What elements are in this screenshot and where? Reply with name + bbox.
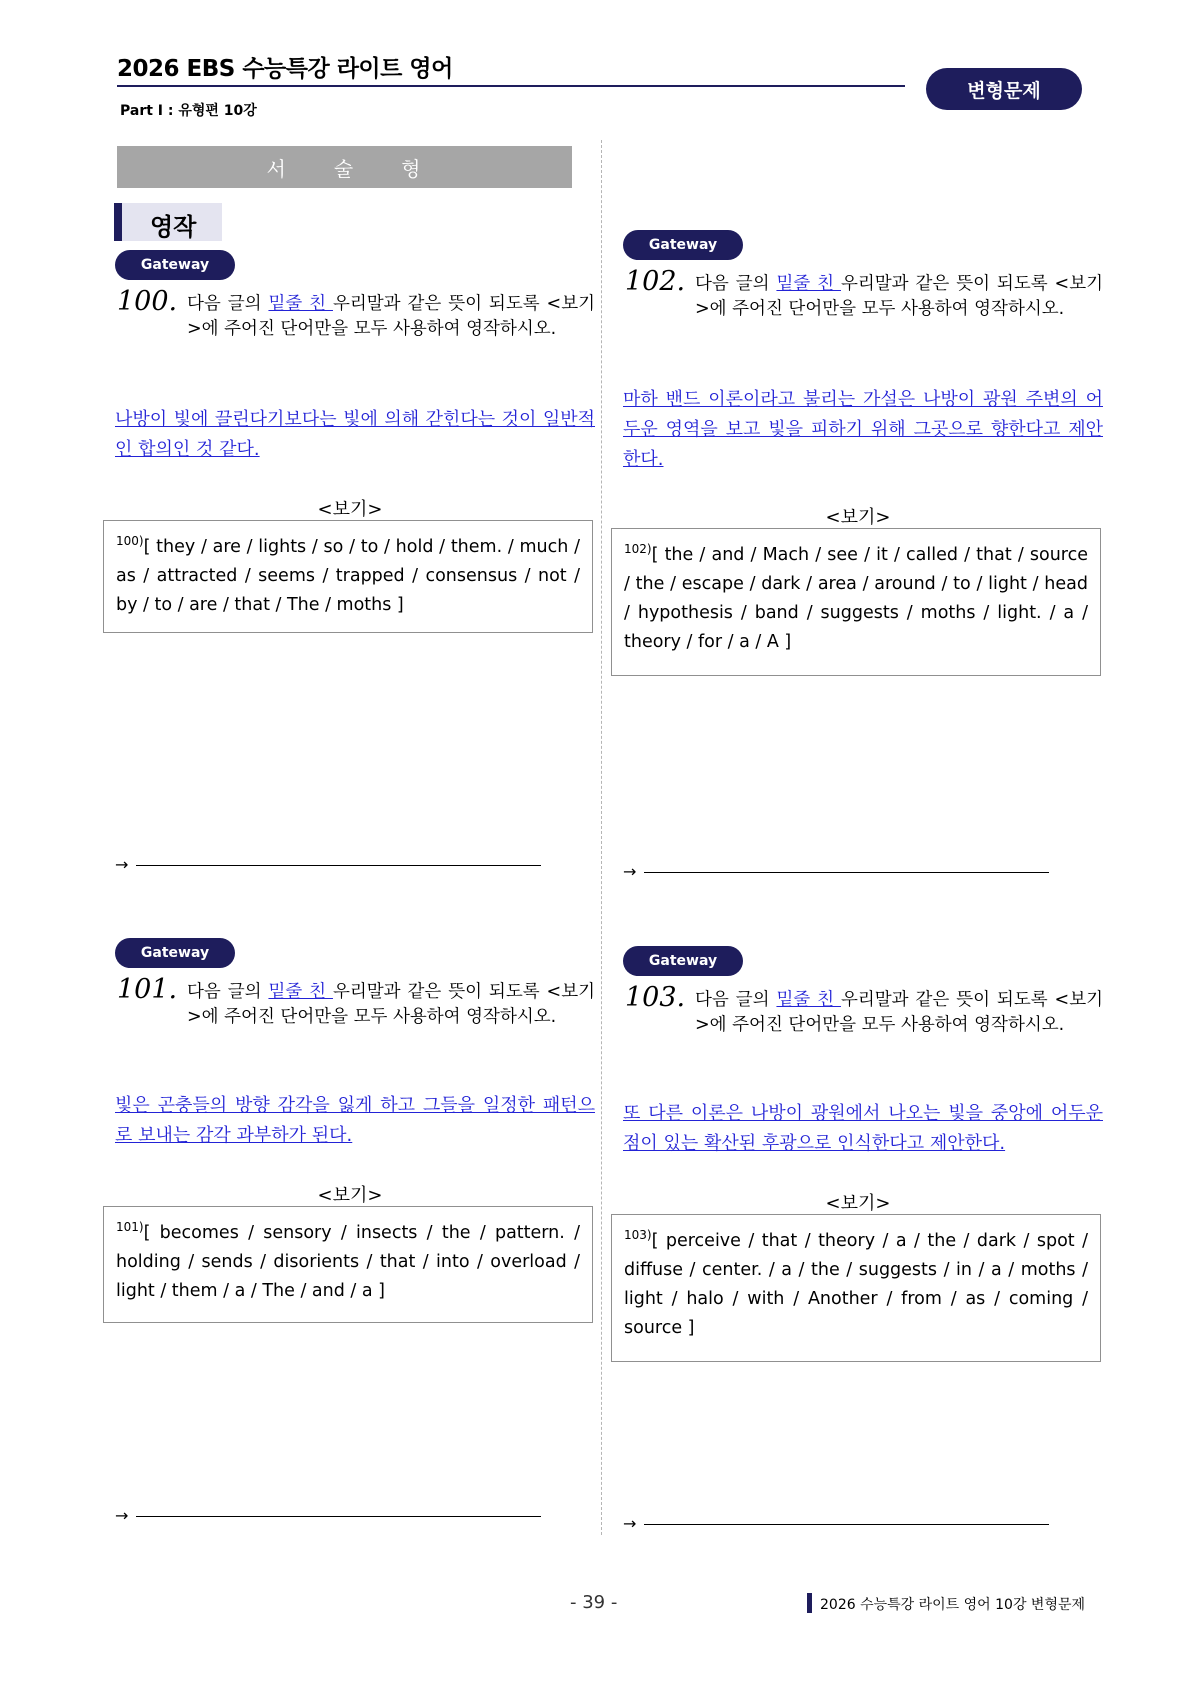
word-list: [ perceive / that / theory / a / the / dark / spot / diffuse / center. / a / the / suggests / in / a / moths / light / halo / with / Another / from / as / coming / source ] <box>624 1230 1088 1338</box>
word-list: [ becomes / sensory / insects / the / pattern. / holding / sends / disorients / that / into / overload / light / them / a / The / and / a ] <box>116 1222 580 1301</box>
section-bar <box>117 146 572 188</box>
question-block <box>115 250 615 874</box>
korean-sentence: 또 다른 이론은 나방이 광원에서 나오는 빛을 중앙에 어두운 점이 있는 확산된 후광으로 인식한다고 제안한다. <box>623 1103 1103 1154</box>
subheading-marker <box>114 203 122 241</box>
word-box <box>103 1206 593 1323</box>
question-prompt: 다음 글의 밑줄 친 우리말과 같은 뜻이 되도록 <보기>에 주어진 단어만을 모두 사용하여 영작하시오. <box>187 982 596 1027</box>
gateway-tag: Gateway <box>623 230 743 260</box>
answer-line[interactable] <box>623 1514 1049 1533</box>
gateway-tag: Gateway <box>115 938 235 968</box>
footnote-ref: 102) <box>624 542 652 556</box>
arrow-icon: → <box>623 862 637 881</box>
section-char: 술 <box>333 156 356 181</box>
korean-sentence: 마하 밴드 이론이라고 불리는 가설은 나방이 광원 주변의 어두운 영역을 보고 빛을 피하기 위해 그곳으로 향한다고 제안한다. <box>623 389 1103 470</box>
part-label: Part Ⅰ : 유형편 10강 <box>120 103 257 119</box>
arrow-icon: → <box>115 855 129 874</box>
question-number: 101. <box>117 974 178 1005</box>
bogi-label: <보기> <box>317 499 383 520</box>
footnote-ref: 100) <box>116 534 144 548</box>
answer-line[interactable] <box>115 855 541 874</box>
gateway-tag: Gateway <box>115 250 235 280</box>
answer-line[interactable] <box>623 862 1049 881</box>
footer-marker <box>807 1593 812 1613</box>
arrow-icon: → <box>115 1506 129 1525</box>
question-block <box>623 230 1123 881</box>
arrow-icon: → <box>623 1514 637 1533</box>
question-prompt: 다음 글의 밑줄 친 우리말과 같은 뜻이 되도록 <보기>에 주어진 단어만을 모두 사용하여 영작하시오. <box>695 990 1104 1035</box>
word-box <box>103 520 593 633</box>
question-number: 102. <box>625 266 686 297</box>
word-list: [ they / are / lights / so / to / hold / them. / much / as / attracted / seems / trapped / consensus / not / by / to / are / that / The / moths ] <box>116 536 580 615</box>
korean-sentence: 빛은 곤충들의 방향 감각을 잃게 하고 그들을 일정한 패턴으로 보내는 감각 과부하가 된다. <box>115 1095 595 1146</box>
footnote-ref: 101) <box>116 1220 144 1234</box>
question-prompt: 다음 글의 밑줄 친 우리말과 같은 뜻이 되도록 <보기>에 주어진 단어만을 모두 사용하여 영작하시오. <box>695 274 1104 319</box>
document-title: 2026 EBS 수능특강 라이트 영어 <box>117 56 453 82</box>
prompt-underline: 밑줄 친 <box>776 274 841 294</box>
bogi-label: <보기> <box>317 1185 383 1206</box>
question-block <box>115 938 615 1558</box>
page-number: - 39 - <box>570 1592 618 1613</box>
question-block <box>623 946 1123 1566</box>
prompt-underline: 밑줄 친 <box>268 294 333 314</box>
header-rule <box>117 85 905 87</box>
word-box <box>611 528 1101 676</box>
bogi-label: <보기> <box>825 1193 891 1214</box>
question-number: 100. <box>117 286 178 317</box>
korean-sentence: 나방이 빛에 끌린다기보다는 빛에 의해 갇힌다는 것이 일반적인 합의인 것 같다. <box>115 409 595 460</box>
prompt-underline: 밑줄 친 <box>268 982 333 1002</box>
prompt-underline: 밑줄 친 <box>776 990 841 1010</box>
section-char: 서 <box>266 156 288 181</box>
answer-line[interactable] <box>115 1506 541 1525</box>
word-box <box>611 1214 1101 1362</box>
word-list: [ the / and / Mach / see / it / called / that / source / the / escape / dark / area / around / to / light / head / hypothesis / band / suggests / moths / light. / a / theory / for / a / A ] <box>624 544 1088 652</box>
bogi-label: <보기> <box>825 507 891 528</box>
question-number: 103. <box>625 982 686 1013</box>
variant-badge: 변형문제 <box>926 68 1082 110</box>
section-char: 형 <box>401 156 423 181</box>
footnote-ref: 103) <box>624 1228 652 1242</box>
gateway-tag: Gateway <box>623 946 743 976</box>
subheading: 영작 <box>150 213 197 241</box>
question-prompt: 다음 글의 밑줄 친 우리말과 같은 뜻이 되도록 <보기>에 주어진 단어만을 모두 사용하여 영작하시오. <box>187 294 596 339</box>
footer-text: 2026 수능특강 라이트 영어 10강 변형문제 <box>820 1597 1086 1613</box>
